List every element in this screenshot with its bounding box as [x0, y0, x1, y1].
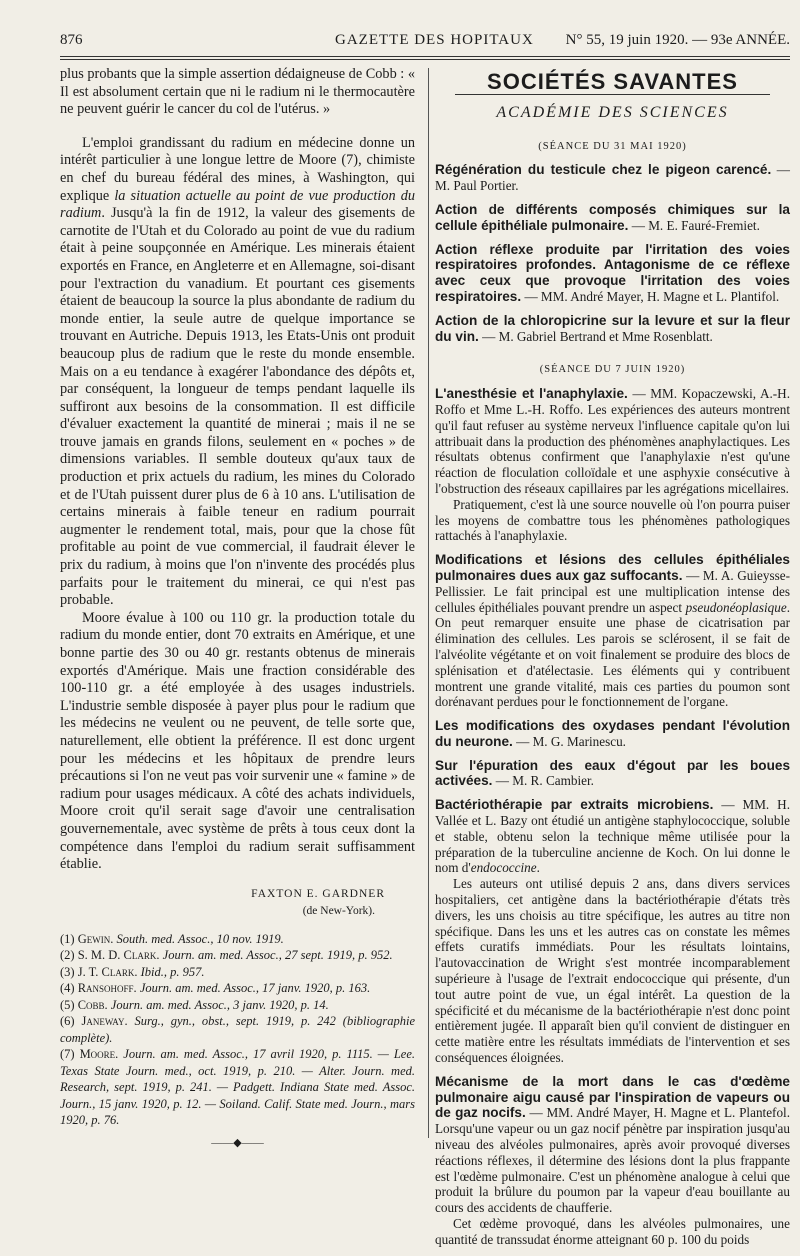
- issue-info: N° 55, 19 juin 1920. — 93e ANNÉE.: [565, 32, 790, 48]
- references: [60, 931, 415, 1129]
- reference: (3) J. T. Clark. Ibid., p. 957.: [60, 964, 205, 979]
- paragraph: plus probants que la simple assertion dédaigneuse de Cobb : « Il est absolument certain que ni le radium ni le thermocautère ne peuvent guérir le cancer du col de l'utérus. »: [60, 66, 415, 118]
- paragraph: Moore évalue à 100 ou 110 gr. la production totale du radium du monde entier, dont 70 extraits en Amérique, et une bonne partie des 30 ou 40 gr. restants obtenus de minerais exportés d'Amérique. Mais une fraction considérable des 100-110 gr. a été employée à des usages industriels. L'industrie semble disposée à payer plus pour le radium que les médecins ne veulent ou ne peuvent, de telle sorte que, naturellement, elle obtient la préférence. Il est donc urgent pour les médecins et les hôpitaux de prendre leurs précautions si l'on ne veut pas voir survenir une « famine » de radium pour usages médicaux. A côté des achats individuels, Moore croit qu'il serait sage d'avoir une centralisation gouvernementale, avec système de prêts à tous ceux dont la compétence dans l'emploi du radium serait suffisamment établie.: [60, 609, 415, 873]
- communication: Sur l'épuration des eaux d'égout par les boues activées. — M. R. Cambier.: [435, 757, 790, 789]
- reference: (7) Moore. Journ. am. med. Assoc., 17 avril 1920, p. 1115. — Lee. Texas State Journ. med., oct. 1919, p. 210. — Alter. Journ. med. Research, sept. 1919, p. 241. — Padgett. Indiana State med. Assoc. Journ., 15 janv. 1920, p. 12. — Soiland. Calif. State med. Journ., mars 1920, p. 76.: [60, 1047, 416, 1128]
- paragraph: L'emploi grandissant du radium en médecine donne un intérêt particulier à une longue lettre de Moore (7), chimiste en chef du bureau fédéral des mines, à Washington, qui explique la situation actuelle au point de vue production du radium. Jusqu'à la fin de 1912, la valeur des gisements de carnotite de l'Utah et du Colorado au point de vue du radium était à peine soupçonnée en Amérique. Les minerais étaient exportés en France, en Angleterre et en Allemagne, soi-disant pour l'extraction du vanadium. Et pourtant ces gisements étaient de beaucoup la source la plus abondante de radium du monde entier, la seule autre de quelque importance se trouvant en Autriche. Depuis 1913, les Etats-Unis ont produit beaucoup plus de radium que le reste du monde ensemble. Mais on a eu tendance à exagérer l'abondance des dépôts et, par conséquent, la longueur de temps pendant laquelle ils suffiront aux besoins de la consommation. Il est difficile d'évaluer exactement la quantité de minerai ; mais il ne se trouve jamais en grands filons, seulement en « poches » de dimensions variables. Il semble douteux qu'aux taux de production et prix actuels du radium, les mines du Colorado et de l'Utah puissent durer plus de 6 à 10 ans. L'utilisation de certains minerais à faible teneur en radium pourrait augmenter le rendement total, mais, pour que la chose fût profitable au point de vue commercial, il faudrait élever le prix du radium, à moins que l'on n'invente des procédés plus parfaits pour le traitement du minerai, ce qui n'est pas probable.: [60, 134, 415, 609]
- page-number: 876: [60, 32, 83, 48]
- author-signature: FAXTON E. GARDNER: [251, 887, 385, 900]
- communication: Modifications et lésions des cellules épithéliales pulmonaires dues aux gaz suffocants. — M. A. Guieysse-Pellissier. Le fait principal est une multiplication intense des cellules épithéliales pouvant prendre un aspect pseudonéoplasique. On peut remarquer ensuite une phase de cicatrisation par élimination des cellules. Les parois se sclérosent, il se fait de l'alvéolite végétante et on voit finalement se produire des blocs de splénisation et d'atélectasie. Les éléments qui y contribuent montrent une grande vitalité, mais ces parties du poumon sont dorénavant perdues pour le fonctionnement de l'organe.: [435, 552, 790, 710]
- column-divider: [428, 68, 429, 1138]
- reference: (2) S. M. D. Clark. Journ. am. med. Assoc., 27 sept. 1919, p. 952.: [60, 948, 393, 963]
- left-column: [60, 66, 415, 1153]
- section-title: SOCIÉTÉS SAVANTES: [487, 69, 738, 94]
- communication: Action réflexe produite par l'irritation des voies respiratoires profondes. Antagonisme de ce réflexe avec ceux que provoque l'irritation des voies respiratoires. — MM. André Mayer, H. Magne et L. Plantifol.: [435, 241, 790, 304]
- communication: Mécanisme de la mort dans le cas d'œdème pulmonaire aigu causé par l'inspiration de vapeurs ou de gaz nocifs. — MM. André Mayer, H. Magne et L. Plantefol. Lorsqu'une vapeur ou un gaz nocif pénètre par inspiration jusqu'au niveau des alvéoles pulmonaires, après avoir provoqué diverses réactions réflexes, il détermine des lésions dont la plus frappante est l'œdème pulmonaire. C'est un phénomène analogue à celui que produit la brûlure du poumon par la vapeur d'eau bouillante au cours des accidents de chaufferie. Cet œdème provoqué, dans les alvéoles pulmonaires, une quantité de transsudat énorme atteignant 60 p. 100 du poids: [435, 1073, 790, 1247]
- reference: (5) Cobb. Journ. am. med. Assoc., 3 janv. 1920, p. 14.: [60, 997, 329, 1012]
- communication: Bactériothérapie par extraits microbiens. — MM. H. Vallée et L. Bazy ont étudié un antigène staphylococcique, soluble et stable, obtenu selon la technique même utilisée pour la préparation de la tuberculine ancienne de Koch. On lui donne le nom d'endococcine. Les auteurs ont utilisé depuis 2 ans, dans divers services hospitaliers, cet antigène dans la bactériothérapie d'états très divers, les uns choisis au titre spécifique, les autres au titre non spécifique. Dans les uns et les autres cas on constate les mêmes effets curatifs immédiats. Pour les résultats lointains, l'autovaccination de Wright s'est montrée incomparablement supérieure à l'usage de l'extrait endococcique qui présente, d'un tout autre point de vue, un égal intérêt. La question de la spécificité et du mécanisme de la bactériothérapie n'est donc point entièrement jugée. Il apparaît bien qu'il convient de distinguer en cette matière entre les résultats immédiats de l'intervention et ses conséquences éloignées.: [435, 797, 790, 1066]
- communication: L'anesthésie et l'anaphylaxie. — MM. Kopaczewski, A.-H. Roffo et Mme L.-H. Roffo. Les expériences des auteurs montrent qu'il faut refuser au système nerveux l'influence capitale qu'on lui attribuait dans la production des phénomènes anaphylactiques. Les résultats obtenus confirment que l'anaphylaxie n'est qu'une réaction de floculation colloïdale et une asphyxie consécutive à l'obstruction des réseaux capillaires par les agrégations micellaires. Pratiquement, c'est là une source nouvelle où l'on pourra puiser les moyens de combattre tous les phénomènes pathologiques rattachés à l'anaphylaxie.: [435, 386, 791, 544]
- author-place: (de New-York).: [302, 905, 375, 918]
- reference: (1) Gewin. South. med. Assoc., 10 nov. 1919.: [60, 931, 284, 946]
- reference: (6) Janeway. Surg., gyn., obst., sept. 1919, p. 242 (bibliographie complète).: [60, 1014, 416, 1045]
- communication: Les modifications des oxydases pendant l'évolution du neurone. — M. G. Marinescu.: [435, 718, 790, 749]
- header-rule-2: [60, 59, 790, 60]
- header-rule: [60, 56, 790, 57]
- communication: Action de différents composés chimiques sur la cellule épithéliale pulmonaire. — M. E. Fauré-Fremiet.: [435, 201, 790, 233]
- session-date: (SÉANCE DU 31 MAI 1920): [538, 140, 687, 152]
- journal-title: GAZETTE DES HOPITAUX: [335, 32, 534, 48]
- ornament-icon: ——◆——: [211, 1136, 264, 1149]
- right-column: [435, 66, 790, 1256]
- academy-title: ACADÉMIE DES SCIENCES: [496, 103, 729, 121]
- session-date: (SÉANCE DU 7 JUIN 1920): [539, 364, 686, 376]
- communication: Régénération du testicule chez le pigeon carencé. — M. Paul Portier.: [435, 162, 790, 194]
- reference: (4) Ransohoff. Journ. am. med. Assoc., 17 janv. 1920, p. 163.: [60, 981, 371, 996]
- communication: Action de la chloropicrine sur la levure et sur la fleur du vin. — M. Gabriel Bertrand et Mme Rosenblatt.: [435, 312, 790, 344]
